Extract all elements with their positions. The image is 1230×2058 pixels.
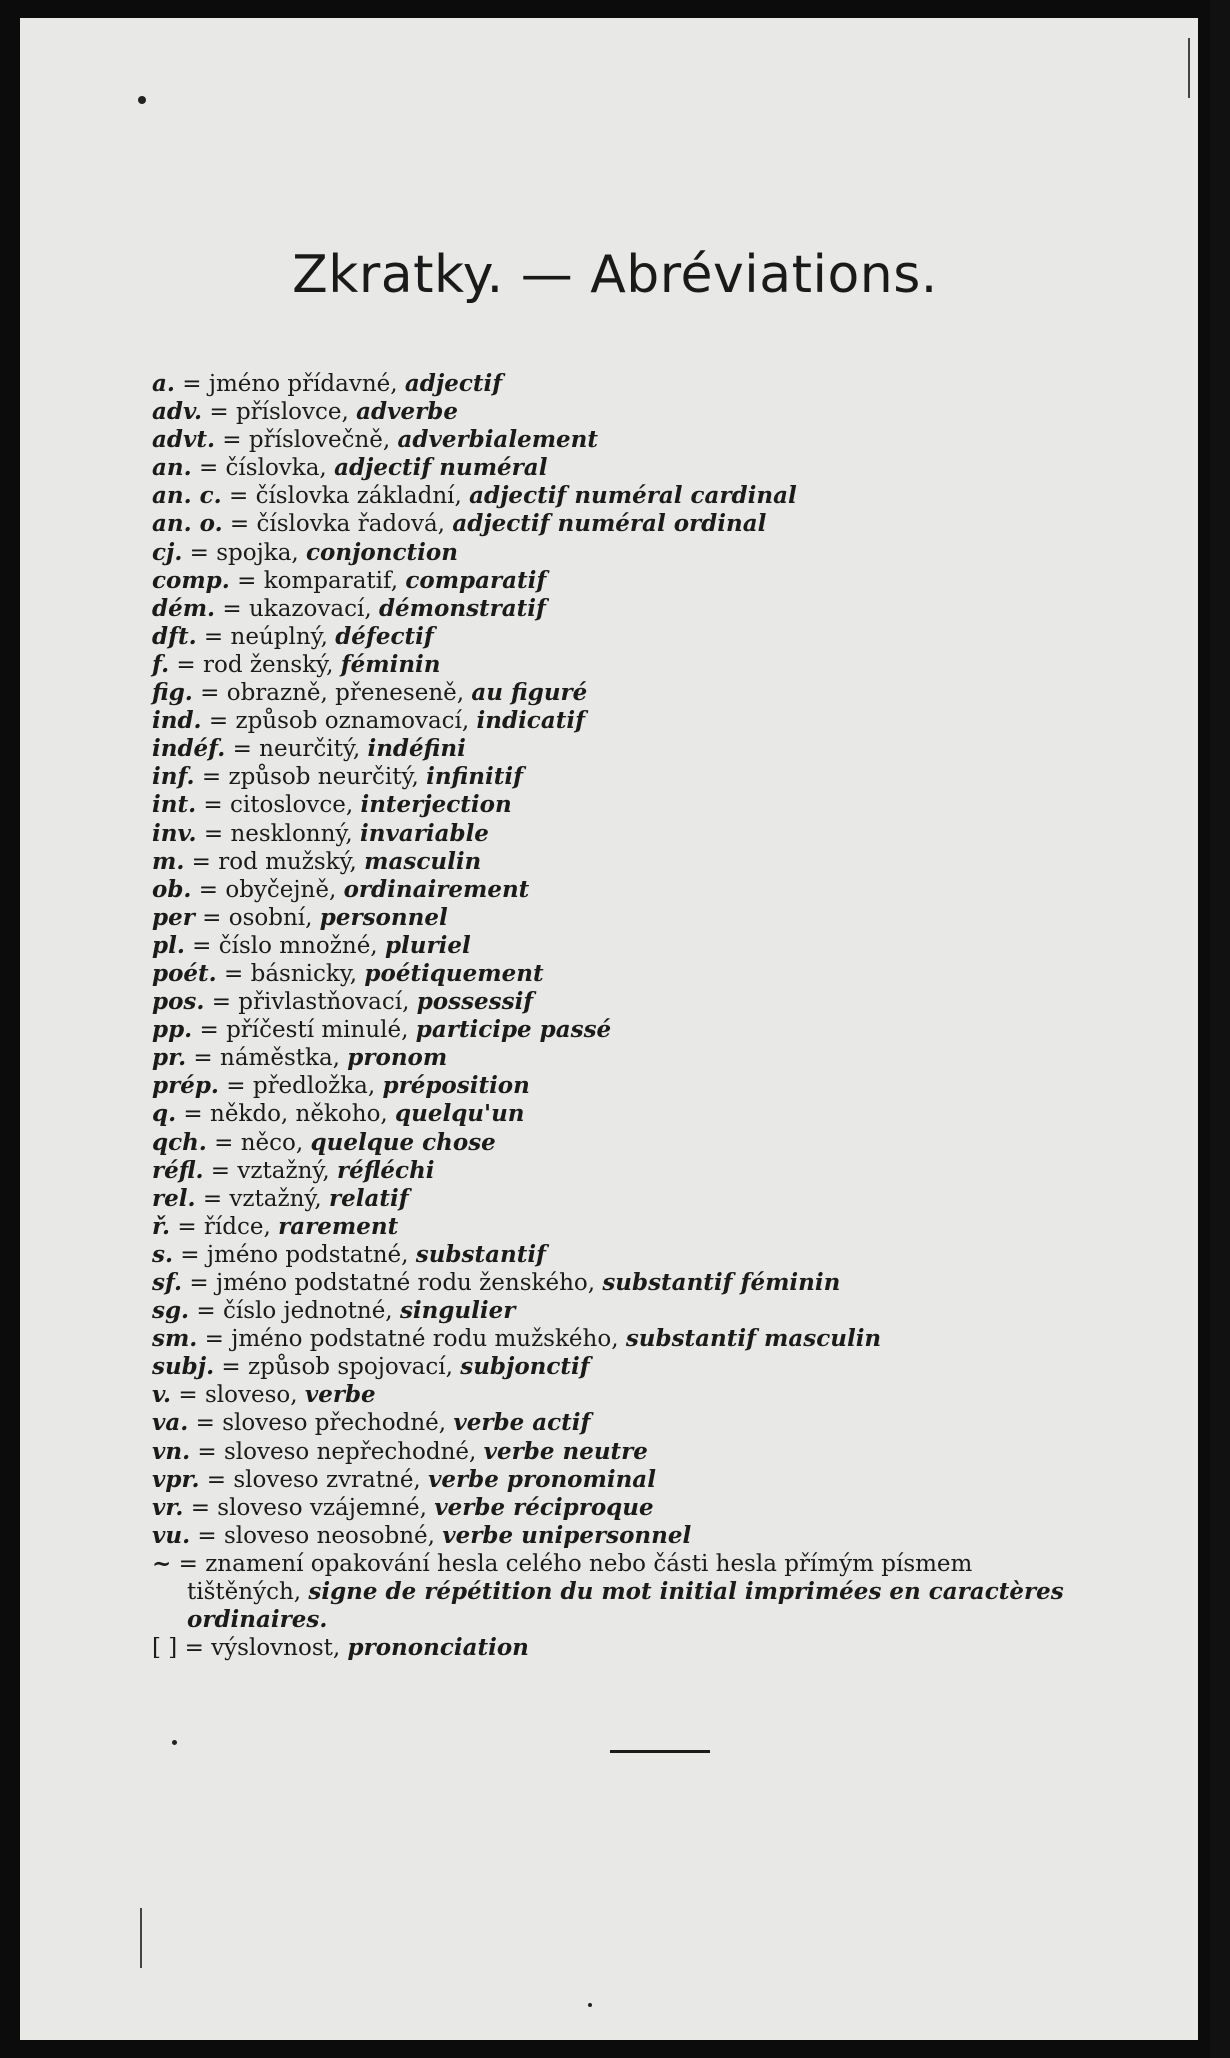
entry-french: infinitif (426, 763, 523, 791)
separator: = (193, 1045, 213, 1072)
entry-abbr: ind. (152, 707, 202, 735)
separator: = (237, 567, 257, 594)
entry-abbr: per (152, 903, 195, 931)
separator: = (228, 483, 249, 510)
abbreviation-entry (152, 1072, 1162, 1100)
entry-abbr: v. (152, 1381, 172, 1409)
entry-czech: způsob oznamovací, (235, 708, 470, 735)
abbreviation-entry (152, 510, 1162, 538)
separator: = (184, 1635, 204, 1662)
abbreviation-entry (152, 763, 1162, 791)
entry-french: substantif masculin (625, 1325, 882, 1353)
separator: = (178, 1382, 198, 1409)
entry-abbr: ob. (152, 875, 192, 903)
entry-continuation (152, 1578, 1162, 1634)
entry-abbr: vn. (152, 1437, 191, 1465)
entry-abbr: an. (152, 454, 192, 482)
entry-czech: rod ženský, (203, 651, 334, 678)
abbreviation-entry (152, 1213, 1162, 1241)
abbreviation-entry (152, 482, 1162, 510)
entry-abbr: inv. (152, 819, 197, 847)
entry-czech: spojka, (216, 539, 299, 566)
abbreviation-entry (152, 1438, 1162, 1466)
entry-czech: číslo jednotné, (222, 1298, 393, 1325)
entry-czech: jméno podstatné rodu ženského, (215, 1270, 596, 1296)
entry-abbr: inf. (152, 763, 195, 791)
entry-czech: citoslovce, (230, 792, 354, 819)
entry-french: démonstratif (378, 594, 546, 622)
entry-abbr: réfl. (152, 1156, 204, 1184)
abbreviation-list (152, 370, 1162, 1662)
abbreviation-entry (152, 1241, 1162, 1269)
entry-abbr: indéf. (152, 735, 226, 763)
abbreviation-entry (152, 988, 1162, 1016)
entry-czech: způsob spojovací, (248, 1354, 453, 1381)
entry-abbr: vu. (152, 1521, 191, 1549)
abbreviation-entry (152, 1409, 1162, 1437)
entry-french: adjectif numéral ordinal (452, 510, 767, 538)
abbreviation-entry (152, 1353, 1162, 1381)
entry-french: participe passé (415, 1016, 612, 1044)
abbreviation-entry (152, 1325, 1162, 1353)
entry-abbr: pos. (152, 988, 205, 1016)
entry-czech: příslovečně, (248, 427, 391, 454)
entry-czech: číslo množné, (218, 932, 378, 959)
separator: = (191, 848, 211, 875)
ink-speck (172, 1740, 177, 1745)
entry-czech: předložka, (252, 1073, 376, 1100)
entry-french: adjectif numéral (334, 454, 548, 482)
entry-czech: vztažný, (237, 1157, 330, 1184)
entry-abbr: comp. (152, 566, 230, 594)
separator: = (190, 1494, 210, 1521)
entry-czech: výslovnost, (211, 1635, 341, 1662)
entry-czech: příčestí minulé, (226, 1017, 409, 1044)
entry-french: subjonctif (460, 1353, 590, 1381)
page-title: Zkratky. — Abréviations. (292, 245, 938, 305)
entry-abbr: s. (152, 1240, 173, 1268)
abbreviation-entry (152, 1381, 1162, 1409)
entry-french: prononciation (347, 1634, 529, 1662)
abbreviation-entry (152, 454, 1162, 482)
separator: = (180, 1241, 200, 1268)
entry-czech: sloveso vzájemné, (217, 1494, 427, 1521)
entry-czech: číslovka, (225, 455, 327, 482)
abbreviation-entry (152, 876, 1162, 904)
abbreviation-entry (152, 398, 1162, 426)
separator: = (222, 427, 242, 454)
entry-french: interjection (360, 791, 512, 819)
separator: = (202, 1185, 223, 1212)
abbreviation-entry (152, 623, 1162, 651)
entry-abbr: f. (152, 650, 170, 678)
entry-french: quelqu'un (395, 1100, 525, 1128)
abbreviation-entry (152, 1466, 1162, 1494)
ink-speck (138, 96, 146, 104)
entry-abbr: fig. (152, 679, 193, 707)
separator: = (202, 904, 222, 931)
separator: = (209, 399, 229, 426)
entry-french: conjonction (306, 538, 458, 566)
entry-french: pronom (347, 1044, 448, 1072)
abbreviation-entry (152, 1269, 1162, 1297)
abbreviation-entry (152, 1297, 1162, 1325)
entry-french: signe de répétition du mot initial imprimées en caractères ordinaires. (187, 1578, 1064, 1634)
entry-abbr: ř. (152, 1212, 171, 1240)
separator: = (177, 1213, 197, 1240)
abbreviation-entry (152, 1016, 1162, 1044)
entry-czech: znamení opakování hesla celého nebo části hesla přímým písmem (205, 1550, 973, 1577)
abbreviation-entry (152, 960, 1162, 988)
entry-french: quelque chose (310, 1128, 496, 1156)
abbreviation-entry (152, 567, 1162, 595)
entry-czech: způsob neurčitý, (228, 764, 419, 791)
entry-abbr: a. (152, 370, 175, 397)
entry-french: personnel (319, 903, 448, 931)
separator: = (183, 1101, 203, 1128)
entry-czech: neúplný, (230, 623, 328, 650)
entry-abbr: va. (152, 1409, 189, 1437)
entry-czech: někdo, někoho, (210, 1101, 388, 1128)
entry-czech: rod mužský, (218, 848, 357, 875)
separator: = (200, 680, 220, 707)
abbreviation-entry (152, 595, 1162, 623)
abbreviation-entry (152, 820, 1162, 848)
abbreviation-entry-bracket (152, 1634, 1162, 1662)
entry-french: pluriel (384, 931, 471, 959)
scan-border (1210, 0, 1230, 2058)
entry-abbr: dém. (152, 594, 216, 622)
entry-abbr: [ ] (152, 1635, 178, 1662)
abbreviation-entry (152, 1522, 1162, 1550)
entry-french: adverbe (356, 398, 458, 426)
abbreviation-entry (152, 539, 1162, 567)
abbreviation-entry (152, 1100, 1162, 1128)
entry-czech: sloveso přechodné, (222, 1410, 447, 1437)
entry-french: possessif (416, 988, 534, 1016)
entry-czech: ukazovací, (248, 595, 372, 622)
entry-abbr: dft. (152, 622, 197, 650)
entry-abbr: adv. (152, 398, 203, 426)
entry-czech: vztažný, (229, 1185, 322, 1212)
entry-french: indéfini (367, 735, 466, 763)
entry-czech: jméno přídavné, (208, 371, 398, 397)
entry-abbr: an. c. (152, 482, 222, 510)
entry-abbr: pl. (152, 931, 185, 959)
entry-french: singulier (399, 1297, 516, 1325)
abbreviation-entry (152, 848, 1162, 876)
separator: = (206, 1466, 227, 1493)
entry-abbr: sm. (152, 1325, 198, 1353)
abbreviation-entry (152, 791, 1162, 819)
entry-czech: nesklonný, (230, 820, 353, 847)
separator: = (201, 764, 222, 791)
scan-edge-mark (1188, 38, 1190, 98)
entry-czech: jméno podstatné rodu mužského, (231, 1326, 619, 1353)
abbreviation-entry (152, 1157, 1162, 1185)
separator: = (195, 1410, 215, 1437)
entry-abbr: sg. (152, 1297, 190, 1325)
separator: = (221, 1354, 241, 1381)
entry-french: verbe (304, 1381, 376, 1409)
entry-french: verbe unipersonnel (442, 1521, 692, 1549)
separator: = (182, 371, 202, 397)
separator: = (203, 623, 224, 650)
entry-abbr: q. (152, 1100, 177, 1128)
separator: = (198, 876, 219, 903)
separator: = (192, 932, 212, 959)
entry-czech: tištěných, (187, 1579, 302, 1606)
entry-abbr: ~ (152, 1549, 172, 1577)
entry-abbr: vpr. (152, 1465, 200, 1493)
abbreviation-entry (152, 1129, 1162, 1157)
separator: = (176, 651, 196, 678)
entry-czech: náměstka, (220, 1045, 340, 1072)
entry-french: réfléchi (336, 1156, 435, 1184)
entry-french: verbe réciproque (434, 1493, 654, 1521)
entry-czech: sloveso neosobné, (224, 1522, 435, 1549)
separator: = (189, 539, 209, 566)
entry-french: au figuré (471, 679, 588, 707)
entry-french: invariable (360, 819, 489, 847)
entry-abbr: cj. (152, 538, 183, 566)
separator: = (199, 1017, 219, 1044)
entry-abbr: m. (152, 847, 185, 875)
abbreviation-entry (152, 1185, 1162, 1213)
separator: = (203, 792, 223, 819)
separator: = (229, 511, 250, 538)
separator: = (189, 1270, 209, 1296)
entry-french: verbe pronominal (428, 1465, 656, 1493)
separator: = (178, 1550, 198, 1577)
entry-french: relatif (328, 1184, 409, 1212)
ink-speck (588, 2003, 592, 2007)
entry-abbr: prép. (152, 1072, 219, 1100)
entry-abbr: pp. (152, 1016, 193, 1044)
entry-french: comparatif (405, 566, 547, 594)
abbreviation-entry (152, 932, 1162, 960)
entry-czech: sloveso, (204, 1382, 298, 1409)
entry-czech: neurčitý, (259, 736, 361, 763)
entry-abbr: pr. (152, 1044, 187, 1072)
entry-czech: číslovka řadová, (256, 511, 445, 538)
separator: = (232, 736, 252, 763)
entry-french: poétiquement (364, 959, 544, 987)
closing-rule (610, 1750, 710, 1753)
abbreviation-entry-tilde (152, 1550, 1162, 1634)
entry-czech: obrazně, přeneseně, (226, 680, 465, 707)
entry-abbr: rel. (152, 1184, 196, 1212)
entry-abbr: poét. (152, 959, 217, 987)
entry-abbr: vr. (152, 1493, 184, 1521)
abbreviation-entry (152, 904, 1162, 932)
separator: = (198, 455, 219, 482)
abbreviation-entry (152, 1044, 1162, 1072)
separator: = (224, 960, 244, 987)
entry-french: verbe neutre (483, 1437, 648, 1465)
separator: = (210, 1157, 231, 1184)
entry-czech: básnicky, (250, 960, 358, 987)
separator: = (211, 989, 231, 1016)
entry-czech: sloveso zvratné, (233, 1466, 421, 1493)
entry-abbr: subj. (152, 1353, 215, 1381)
entry-french: verbe actif (453, 1409, 591, 1437)
scan-edge-mark (140, 1908, 142, 1968)
entry-french: adverbialement (397, 426, 599, 454)
entry-abbr: int. (152, 791, 197, 819)
entry-czech: číslovka základní, (255, 483, 462, 510)
entry-french: défectif (335, 622, 434, 650)
entry-french: ordinairement (343, 875, 530, 903)
separator: = (222, 595, 242, 622)
separator: = (208, 708, 229, 735)
separator: = (196, 1298, 216, 1325)
abbreviation-entry (152, 1494, 1162, 1522)
entry-abbr: advt. (152, 426, 215, 454)
separator: = (197, 1522, 217, 1549)
entry-french: préposition (382, 1072, 530, 1100)
entry-french: substantif féminin (602, 1269, 841, 1296)
entry-czech: jméno podstatné, (206, 1241, 409, 1268)
entry-czech: příslovce, (235, 399, 349, 426)
entry-abbr: qch. (152, 1128, 207, 1156)
abbreviation-entry (152, 651, 1162, 679)
entry-czech: obyčejně, (225, 876, 337, 903)
entry-french: indicatif (476, 707, 585, 735)
separator: = (203, 820, 224, 847)
entry-french: substantif (415, 1240, 546, 1268)
abbreviation-entry (152, 735, 1162, 763)
entry-french: adjectif numéral cardinal (469, 482, 797, 510)
entry-abbr: an. o. (152, 510, 223, 538)
entry-czech: komparatif, (263, 567, 399, 594)
separator: = (226, 1073, 246, 1100)
entry-french: rarement (278, 1212, 399, 1240)
entry-abbr: sf. (152, 1269, 183, 1296)
abbreviation-entry (152, 370, 1162, 398)
abbreviation-entry (152, 426, 1162, 454)
separator: = (214, 1129, 234, 1156)
abbreviation-entry (152, 679, 1162, 707)
separator: = (204, 1326, 224, 1353)
separator: = (197, 1438, 217, 1465)
entry-french: masculin (364, 847, 482, 875)
abbreviation-entry (152, 707, 1162, 735)
entry-czech: řídce, (203, 1213, 271, 1240)
entry-czech: přivlastňovací, (238, 989, 410, 1016)
entry-czech: něco, (240, 1129, 304, 1156)
entry-czech: osobní, (228, 904, 313, 931)
entry-czech: sloveso nepřechodné, (224, 1438, 477, 1465)
entry-french: féminin (340, 650, 441, 678)
entry-french: adjectif (404, 370, 503, 397)
